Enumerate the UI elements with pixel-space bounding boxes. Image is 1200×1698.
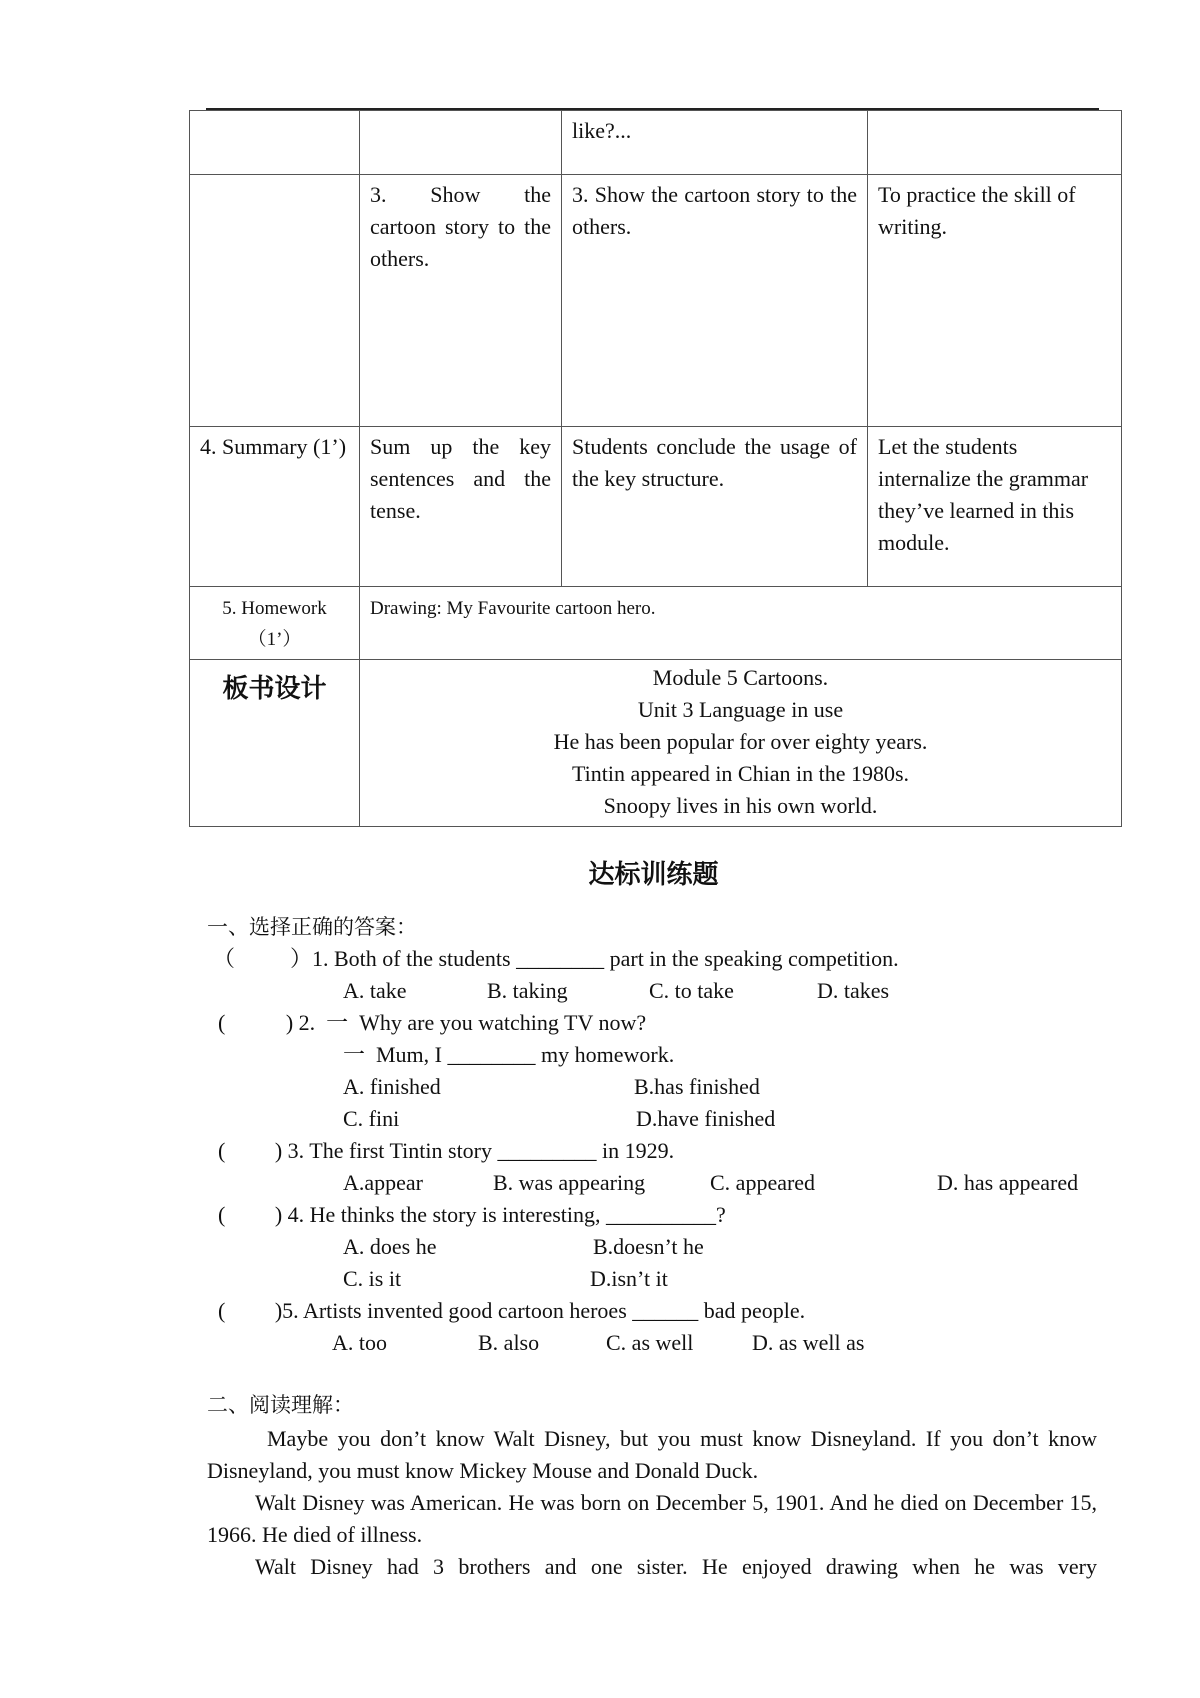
option-2a: A. finished [343, 1074, 441, 1099]
teacher-activity-cell: Sum up the key sentences and the tense. [360, 427, 562, 587]
table-row [190, 175, 1122, 427]
option-1d: D. takes [817, 978, 890, 1003]
lesson-plan-table [189, 110, 1122, 827]
option-4a: A. does he [343, 1234, 437, 1259]
board-design-label: 板书设计 [190, 660, 360, 827]
exercise-title: 达标训练题 [588, 860, 719, 890]
option-3a: A.appear [343, 1170, 424, 1195]
option-1a: A. take [343, 978, 407, 1003]
student-activity-cell: like?... [562, 111, 868, 175]
step-cell [190, 175, 360, 427]
step-cell: 4. Summary (1’) [190, 427, 360, 587]
option-2d: D.have finished [636, 1106, 776, 1131]
board-line: He has been popular for over eighty years. [553, 729, 928, 754]
question-5: ( )5. Artists invented good cartoon heroes ______ bad people. [218, 1298, 806, 1323]
board-line: Unit 3 Language in use [637, 697, 844, 722]
board-line: Module 5 Cartoons. [652, 665, 829, 690]
option-5c: C. as well [606, 1330, 694, 1355]
option-3d: D. has appeared [937, 1170, 1079, 1195]
option-1b: B. taking [487, 978, 568, 1003]
homework-label: 5. Homework （1’） [190, 587, 360, 660]
reading-paragraph-1: Maybe you don’t know Walt Disney, but you must know Disneyland. If you don’t know Disneyland, you must know Mickey Mouse and Donald Duck. [207, 1426, 1097, 1483]
question-3: ( ) 3. The first Tintin story _________ in 1929. [218, 1138, 675, 1163]
option-2c: C. fini [343, 1106, 400, 1131]
step-cell [190, 111, 360, 175]
option-3c: C. appeared [710, 1170, 816, 1195]
board-design-content [360, 660, 1122, 827]
option-5b: B. also [478, 1330, 540, 1355]
option-4d: D.isn’t it [590, 1266, 668, 1291]
section-heading-choice: 一、选择正确的答案： [207, 915, 417, 939]
board-line: Tintin appeared in Chian in the 1980s. [571, 761, 910, 786]
option-2b: B.has finished [634, 1074, 760, 1099]
reading-paragraph-3: Walt Disney had 3 brothers and one sister. He enjoyed drawing when he was very [255, 1554, 1097, 1579]
teacher-activity-cell [360, 111, 562, 175]
student-activity-cell: 3. Show the cartoon story to the others. [562, 175, 868, 427]
homework-row [190, 587, 1122, 660]
reading-paragraph-2: Walt Disney was American. He was born on December 5, 1901. And he died on December 15, 1966. He died of illness. [207, 1490, 1097, 1547]
option-1c: C. to take [649, 978, 734, 1003]
option-3b: B. was appearing [493, 1170, 646, 1195]
purpose-cell: To practice the skill of writing. [868, 175, 1122, 427]
option-4b: B.doesn’t he [593, 1234, 704, 1259]
question-2-reply: 一 Mum, I ________ my homework. [343, 1042, 675, 1067]
section-heading-reading: 二、阅读理解： [207, 1393, 354, 1417]
table-row [190, 111, 1122, 175]
option-5d: D. as well as [752, 1330, 865, 1355]
homework-content: Drawing: My Favourite cartoon hero. [360, 587, 1122, 660]
student-activity-cell: Students conclude the usage of the key structure. [562, 427, 868, 587]
board-line: Snoopy lives in his own world. [603, 793, 878, 818]
question-2: ( ) 2. 一 Why are you watching TV now? [218, 1010, 647, 1035]
purpose-cell: Let the students internalize the grammar they’ve learned in this module. [868, 427, 1122, 587]
option-4c: C. is it [343, 1266, 402, 1291]
question-1: （ ）1. Both of the students ________ part in the speaking competition. [213, 946, 899, 971]
option-5a: A. too [332, 1330, 387, 1355]
board-design-row [190, 660, 1122, 827]
question-4: ( ) 4. He thinks the story is interesting, __________? [218, 1202, 726, 1227]
teacher-activity-cell: 3. Show the cartoon story to the others. [360, 175, 562, 427]
table-row [190, 427, 1122, 587]
purpose-cell [868, 111, 1122, 175]
